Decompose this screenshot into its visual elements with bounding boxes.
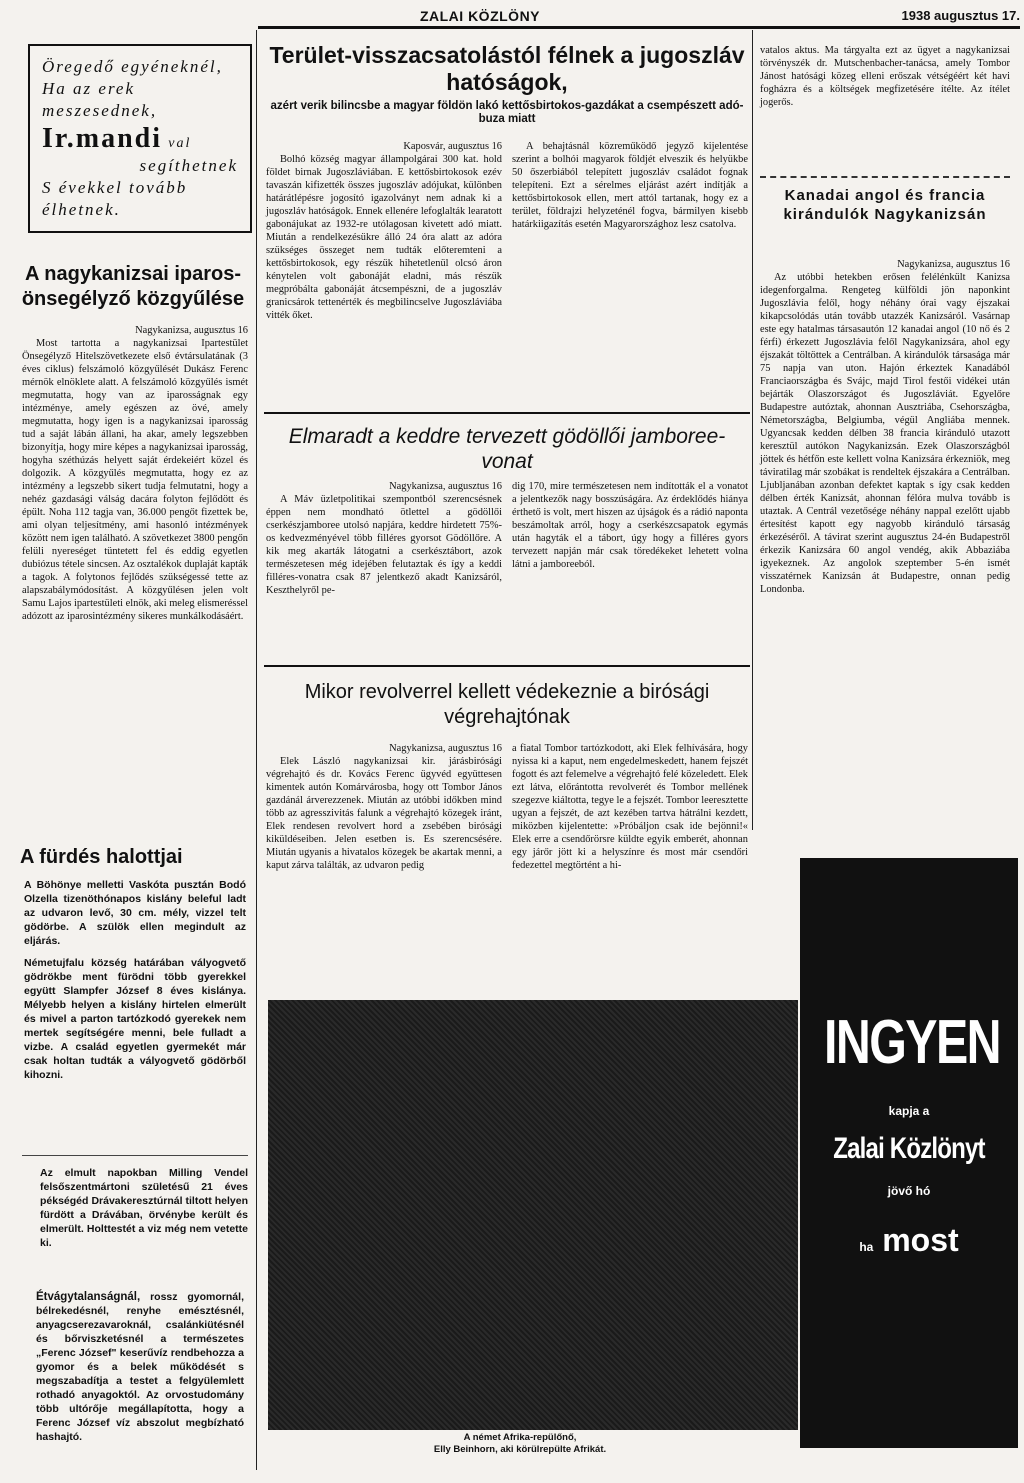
ad-brand: Ir.mandi <box>42 123 163 154</box>
jamboree-col-1 <box>266 480 502 597</box>
photo-caption-1: A német Afrika-repülőnő, <box>463 1432 577 1443</box>
furdes-p3-block <box>40 1166 248 1250</box>
revolver-col-2 <box>512 742 748 872</box>
furdes-headline <box>20 846 246 869</box>
newspaper-name: ZALAI KÖZLÖNY <box>419 8 541 24</box>
jamboree-col-2 <box>512 480 748 571</box>
terulet-headline: Terület-visszacsatolástól félnek a jugoszláv hatóságok, <box>269 42 745 95</box>
issue-date: 1938 augusztus 17. <box>901 8 1020 23</box>
terulet-rule <box>264 412 750 414</box>
furdes-p3: Az elmult napokban Milling Vendel felsőszentmártoni születésű 21 éves pékségéd Drávakeresztúrnál tiltott helyen fürdött a Drávában, örvénybe került és elmerült. Holttestét a viz még nem vetette ki. <box>40 1167 248 1249</box>
ha-text: ha <box>859 1240 874 1254</box>
column-rule-1 <box>256 30 257 1470</box>
kanadai-place: Nagykanizsa, augusztus 16 <box>897 259 1010 270</box>
most-text: most <box>882 1222 959 1258</box>
ad-line-1: Öregedő egyéneknél, <box>42 57 223 76</box>
iparos-headline: A nagykanizsai iparos-önsegélyző közgyűlése <box>21 263 245 310</box>
revolver-col-1 <box>266 742 502 872</box>
stomach-ad-lead: Étvágytalanságnál, <box>36 1291 141 1303</box>
iparos-article <box>22 324 248 623</box>
photo-caption <box>370 1432 670 1456</box>
ha-most-line <box>800 1222 1018 1259</box>
kanadai-headline: Kanadai angol és francia kirándulók Nagykanizsán <box>783 187 987 223</box>
furdes-rule <box>22 1155 248 1156</box>
terulet-body-1: Bolhó község magyar állampolgárai 300 kat. hold földet birnak Jugoszláviában. E kettősbirtokosok ezév tavaszán kifizették összes jugoszláv adójukat, különben határátlépésre jogosító igazolványt nem adnak ki a jugoszláv hatóságok. Ennek ellenére lefoglalták learatott gabonájukat az 1932-re utólagosan kivetett adó miatt. Miután a rendelkezésükre álló 24 óra alatt az adóra szükséges összeget nem tudták előteremteni a kettősbirtokosok, egy részük hihetetlenül olcsó áron kénytelen volt gabonáját eladni, más részük megpróbálta gabonáját átcsempészni, de a jugoszláv granicsárok tettenérték és megbilincselve Jugoszláviába vitték őket. <box>266 154 502 321</box>
irmandi-ad <box>28 44 252 233</box>
ad-brand-line <box>42 123 238 155</box>
furdes-p2: Németujfalu község határában vályogvető gödrökbe ment fürödni több gyerekkel együtt Slampfer József 8 éves kislánya. Mélyebb helyen a kislány hirtelen elmerült és mivel a parton tartózkodó gyerekek nem mertek segítségére menni, bele fulladt a vizbe. A család egyetlen gyermekét már csak holtan tudták a vályogvető gödörből kihozni. <box>24 957 246 1081</box>
terulet-body-2: A behajtásnál közreműködő jegyző kijelentése szerint a bolhói magyarok földjét elveszik és helyükbe 50 őszerbiából telepített jugoszláv családot fognak telepíteni. Ezt a sérelmes eljárást azért indítják a kettősbirtokosok ellen, mert attól tartanak, hogy ez a terület, földrajzi helyzeténél fogva, bármilyen kisebb határkiigazítás esetén Magyarországhoz lesz csatolva. <box>512 141 748 230</box>
furdes-article <box>24 878 246 1082</box>
ad-line-4: segíthetnek <box>139 156 238 175</box>
jamboree-rule <box>264 665 750 667</box>
ad-line-2: Ha az erek meszesednek, <box>42 79 158 120</box>
iparos-place: Nagykanizsa, augusztus 16 <box>135 325 248 336</box>
terulet-subtitle: azért verik bilincsbe a magyar földön lakó kettősbirtokos-gazdákat a csempészett adó-buza miatt <box>270 100 744 125</box>
photo-caption-2: Elly Beinhorn, aki körülrepülte Afrikát. <box>433 1444 607 1455</box>
revolver-place: Nagykanizsa, augusztus 16 <box>389 743 502 754</box>
kapja-text: kapja a <box>888 1104 930 1118</box>
column-rule-3 <box>752 30 753 830</box>
ad-line-5: S évekkel tovább élhetnek. <box>42 178 188 219</box>
jamboree-place: Nagykanizsa, augusztus 16 <box>389 481 502 492</box>
terulet-col-2 <box>512 140 748 231</box>
revolver-body-2: a fiatal Tombor tartózkodott, aki Elek felhívására, hogy nyissa ki a kaput, nem engedelmeskedett, hanem fejszét fogott és azt felemelve a végrehajtó felé közeledett. Elek ezt látva, előrántotta revolverét és Tombor mellének szegezve kiáltotta, tegye le a fejszét. Tombor leeresztette ugyan a fejszét, de azt kezében tartva hátrálni kezdett, miközben kijelentette: »Próbáljon csak ide bejönni!« Elek erre a csendőrörsre küldte egyik emberét, ahonnan egy járőr jött ki a helyszínre és most már csendőri fedezettel megtörtént a hi- <box>512 743 748 871</box>
right-divider <box>760 176 1010 178</box>
stomach-ad-body: rossz gyomornál, bélrekedésnél, renyhe emésztésnél, anyagcserezavaroknál, csalánkiütésnél és bőrviszketésnél a természetes „Ferenc József" keserűvíz rendbehozza a gyomor és a belek működését s megszabadítja a testet a felgyülemlett rothadó anyagoktól. Az orvostudomány több ultórője megállapította, hogy a Ferenc József víz abszolut megbízható hashajtó. <box>36 1291 244 1443</box>
aviator-photo <box>268 1000 798 1430</box>
furdes-p1: A Böhönye melletti Vaskóta pusztán Bodó Olzella tizenöthónapos kislány beleful ladt az udvaron levő, 30 cm. mély, vizzel telt gödörbe. A szülök ellen megindult az eljárás. <box>24 879 246 947</box>
jamboree-headline: Elmaradt a keddre tervezett gödöllői jamboree-vonat <box>288 425 726 473</box>
ad-suffix: val <box>168 136 192 151</box>
stomach-ad <box>36 1290 244 1444</box>
kanadai-body: Az utóbbi hetekben erősen felélénkült Kanizsa idegenforgalma. Rengeteg külföldi jön naponkint Jugoszlávia felől, hogy néhány órai vagy éjszakai kikapcsolódás után tovább utazzék Kanizsáról. Vasárnap este egy hatalmas társasautón 12 kanadai angol (10 nő és 2 férfi) érkezett Jugoszlávia felől Nagykanizsára, ahol egy éjszakát töltöttek a Centrálban. A kirándulók társasága már 75 napja van uton. Hajón érkeztek Kanadából Franciaországba és Svájc, majd Tirol festői vidékei után bejárták Olaszországot és Jugoszláviát. Egyelőre Budapestre autóztak, ahonnan Ausztriába, Csehországba, Németországba, Belgiumba, végül Angliába mennek. Ugyancsak kedden délben 38 francia kiránduló utazott keresztül autókon Nagykanizsán. Ezek Olaszországból jöttek és hétfőn este kellett volna Kanizsára érkezniök, meg táviratilag már szobákat is rendeltek éjszakára a Centrálban. Ljubljanában azonban defektet kaptak s így csak kedden délben érték Kanizsát, ahonnan félóra mulva tovább is utaztak. A Centrál vezetősége néhány nappal ezelőtt ujabb értesítést kapott egy nagyobb kiránduló társaság érkezéséről. A távirat szerint augusztus 24-én Budapestről érkezik Kanizsára 60 angol vendég, akik Abbaziába igyekeznek. Az angolok szeptember 5-én ismét visszatérnek Kanizsán át Budapestre, onnan pedig Londonba. <box>760 272 1010 595</box>
header-rule <box>258 26 1020 29</box>
terulet-col-1 <box>266 140 502 322</box>
iparos-body: Most tartotta a nagykanizsai Ipartestület Önsegélyző Hitelszövetkezete első évtársulatának (3 éves ciklus) felszámoló közgyűlését Dukász Ferenc mérnök elnöklete alatt. A felszámoló közgyűlés ismét megmutatta, hogy van az iparosságnak egy intézménye, amely egészen az övé, amely megmutatta, hogy igen is a nagykanizsai iparosság tud a saját lábán állani, ha akar, amely legszebben bizonyítja, hogy mire képes a nagykanizsai iparosság, hogyha széthúzás helyett saját érdekeiért közel és dolgozik. A közgyűlés megmutatta, hogy ez az intézmény a legszebb sikert tudja felmutatni, hogy a nehéz gazdasági válság dacára folyton fejlődött és épült. Noha 112 tagja van, 36.000 pengőt fizettek be, ami olyan teljesítmény, ami hasonló intézmények között nem igen található. A szövetkezet 3800 pengőn felüli nyereséget tüntetett fel és eddig egyetlen dubiózus tétele sincsen. Az osztalékok duplaját kapták a tagok. A folytonos fejlődés szükségessé tette az alapszabálymódosítást. A közgyűlésen jelen volt Samu Lajos ipartestületi elnök, aki meleg elismeréssel adózott az iparosintézmény sikeres munkálkodásáért. <box>22 338 248 622</box>
jovo-text: jövő hó <box>887 1184 931 1198</box>
furdes-title: A fürdés halottjai <box>20 846 183 868</box>
right-top-article <box>760 44 1010 109</box>
free-subscription-ad <box>800 858 1018 1448</box>
jamboree-body-2: dig 170, mire természetesen nem indították el a vonatot a jelentkezők nagy bosszúságára. Az érdeklődés hiánya érthető is volt, mert hiszen az újságok és a rádió naponta beszámoltak arról, hogy a cserkészcsapatok egymás után hagyták el a tábort, úgy hogy a filléres gyors tervezett napján már csak töredékeket lehetett volna látni a jamboreeból. <box>512 481 748 570</box>
jamboree-body-1: A Máv üzletpolitikai szempontból szerencsésnek éppen nem mondható ötlettel a gödöllői cserkészjamboree utolsó napjára, keddre hirdetett 75%-os kedvezményével több filléres gyorsot Gödöllőre. A kik meg akarták látogatni a cserkésztábort, azok természetesen még idejében felutaztak és így a keddi filléres-vonatra csak 87 jelentkező akadt Kanizsáról, Keszthelyről pe- <box>266 494 502 596</box>
right-top-body: vatalos aktus. Ma tárgyalta ezt az ügyet a nagykanizsai törvényszék dr. Mutschenbacher-tanácsa, amely Tombor Jánost hatósági közeg elleni erőszak vétségéért két havi fogházra és a költségek megfizetésére ítélte. Az ítélet jogerős. <box>760 45 1010 108</box>
revolver-body-1: Elek László nagykanizsai kir. járásbirósági végrehajtó és dr. Kovács Ferenc ügyvéd együttesen kimentek autón Komárvárosba, hogy ott Tombor János gazdánál árverezzenek. Miután az utóbbi időkben mind több az agresszivitás falunk a végrehajtó közegek iránt, Elek rendesen revolvert hord a zsebében birósági kiküldéseiben. Jelen esetben is. Es szerencsésére. Miután ugyanis a hivatalos közegek be akartak menni, a kaput zárva találták, az udvaron pedig <box>266 756 502 871</box>
terulet-place: Kaposvár, augusztus 16 <box>403 141 502 152</box>
revolver-headline: Mikor revolverrel kellett védekeznie a birósági végrehajtónak <box>304 681 710 728</box>
kanadai-article <box>760 258 1010 596</box>
ingyen-text: INGYEN <box>823 1008 1001 1077</box>
paper-name-ad: Zalai Közlönyt <box>833 1132 985 1165</box>
